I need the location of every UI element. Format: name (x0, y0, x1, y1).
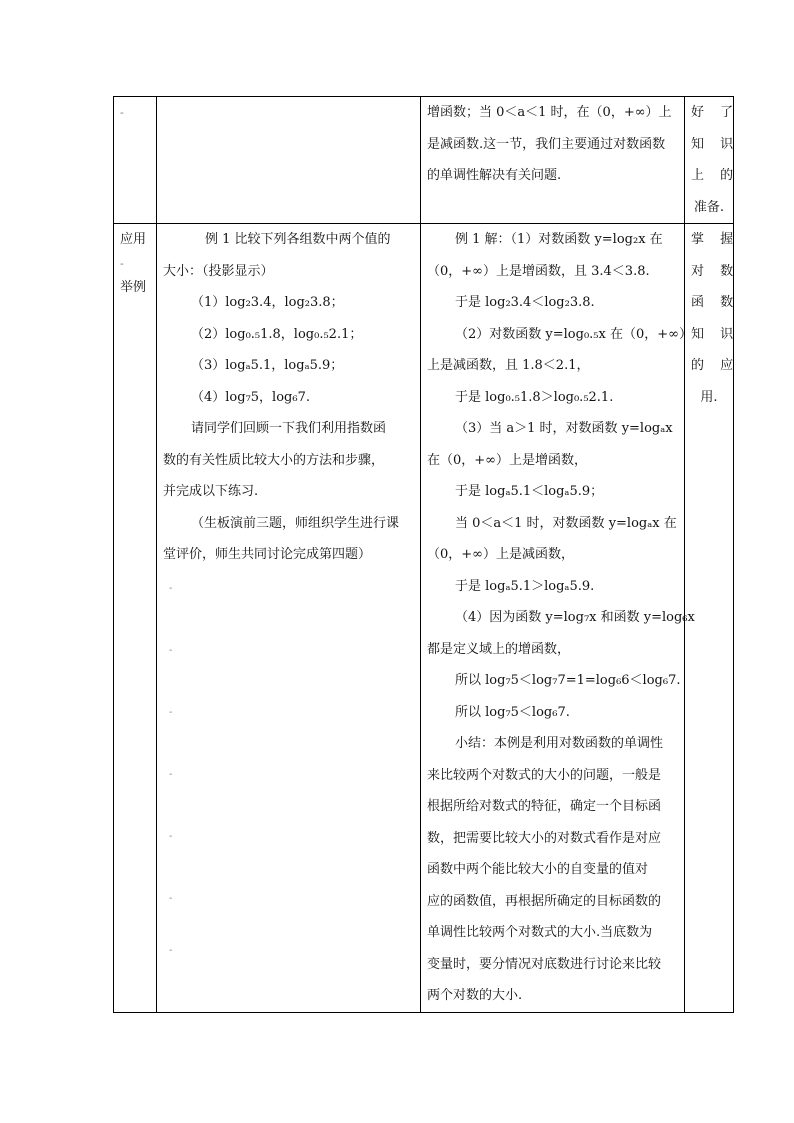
student-activity-cell (421, 97, 685, 224)
blank-line (163, 633, 414, 695)
text-line: （3）当 a＞1 时，对数函数 y=logₐx (455, 421, 673, 436)
lesson-plan-table (113, 96, 740, 1013)
blank-line (163, 695, 414, 757)
intent-line: 知 识 (691, 326, 740, 342)
exercise-item: （3）logₐ5.1，logₐ5.9； (191, 358, 344, 373)
intent-line: 好 了 (691, 105, 740, 120)
student-activity-cell (421, 224, 695, 1013)
summary-line: 小结：本例是利用对数函数的单调性 (455, 736, 664, 751)
intent-line: 用. (700, 389, 718, 405)
text-line: 大小：（投影显示） (163, 263, 274, 279)
text-line: 于是 logₐ5.1＞logₐ5.9. (455, 578, 595, 594)
stage-cell (114, 224, 157, 1013)
text-line: 当 0＜a＜1 时，对数函数 y=logₐx 在 (455, 515, 677, 531)
blank-mark: - (169, 706, 173, 718)
blank-line (163, 881, 414, 943)
summary-line: 两个对数的大小. (427, 988, 523, 1003)
text-line: （0，+∞）上是减函数， (427, 547, 574, 562)
text-line: 并完成以下练习. (163, 484, 259, 499)
text-line: 所以 log₇5＜log₇7=1=log₆6＜log₆7. (455, 673, 681, 688)
intent-line: 上 的 (691, 168, 740, 183)
design-intent-cell (685, 97, 740, 224)
table-row-application (114, 224, 734, 1013)
summary-line: 单调性比较两个对数式的大小.当底数为 (427, 925, 653, 940)
summary-line: 变量时，要分情况对底数进行讨论来比较 (427, 956, 662, 972)
blank-mark: - (169, 944, 173, 956)
solution-title: 例 1 解：（1）对数函数 y=log₂x 在 (455, 232, 663, 247)
text-line: （2）对数函数 y=log₀.₅x 在（0，+∞） (455, 326, 692, 342)
summary-line: 函数中两个能比较大小的自变量的值对 (427, 862, 649, 877)
blank-line (163, 819, 414, 881)
text-line: 上是减函数，且 1.8＜2.1， (427, 358, 590, 373)
text-line: 在（0，+∞）上是增函数， (427, 452, 587, 468)
stage-label: 应用 (120, 232, 147, 247)
text-line: （生板演前三题，师组织学生进行课 (191, 515, 400, 531)
intent-line: 对 数 (691, 263, 740, 279)
text-line: 数的有关性质比较大小的方法和步骤， (163, 452, 385, 468)
text-line: 堂评价，师生共同讨论完成第四题） (163, 547, 372, 562)
exercise-item: （1）log₂3.4，log₂3.8； (191, 295, 344, 310)
summary-line: 应的函数值，再根据所确定的目标函数的 (427, 893, 662, 909)
blank-mark: - (169, 892, 173, 904)
text-line: 增函数；当 0＜a＜1 时，在（0，+∞）上 (427, 105, 672, 120)
blank-mark: - (169, 582, 173, 594)
exercise-item: （4）log₇5，log₆7. (191, 389, 310, 405)
text-line: （0，+∞）上是增函数，且 3.4＜3.8. (427, 263, 650, 279)
stage-cell (114, 97, 157, 224)
text-line: 于是 logₐ5.1＜logₐ5.9； (455, 484, 604, 499)
summary-line: 数，把需要比较大小的对数式看作是对应 (427, 830, 662, 846)
text-line: 于是 log₀.₅1.8＞log₀.₅2.1. (455, 389, 614, 405)
text-line: 请同学们回顾一下我们利用指数函 (191, 421, 387, 436)
teacher-activity-cell (157, 97, 421, 224)
intent-line: 准备. (693, 199, 725, 215)
blank-line (163, 757, 414, 819)
stage-mark: - (120, 106, 124, 119)
blank-mark: - (169, 644, 173, 656)
text-line: 所以 log₇5＜log₆7. (455, 704, 570, 720)
blank-line (163, 571, 414, 633)
text-line: 于是 log₂3.4＜log₂3.8. (455, 295, 595, 310)
intent-line: 掌 握 (691, 232, 740, 247)
example-title: 例 1 比较下列各组数中两个值的 (205, 232, 391, 247)
exercise-item: （2）log₀.₅1.8，log₀.₅2.1； (191, 326, 363, 342)
text-line: 是减函数.这一节，我们主要通过对数函数 (427, 136, 666, 152)
text-line: 都是定义域上的增函数， (427, 641, 571, 657)
stage-mark: - (120, 256, 124, 270)
text-line: （4）因为函数 y=log₇x 和函数 y=log₆x (455, 610, 695, 625)
intent-line: 知 识 (691, 136, 740, 152)
teacher-activity-cell (157, 224, 421, 1013)
intent-line: 的 应 (691, 358, 740, 373)
summary-line: 根据所给对数式的特征，确定一个目标函 (427, 799, 662, 814)
blank-line (163, 943, 414, 967)
blank-mark: - (169, 768, 173, 780)
text-line: 的单调性解决有关问题. (427, 168, 562, 183)
table-row-continuation (114, 97, 734, 224)
summary-line: 来比较两个对数式的大小的问题，一般是 (427, 767, 662, 783)
stage-label: 举例 (120, 279, 147, 295)
blank-mark: - (169, 830, 173, 842)
intent-line: 函 数 (691, 295, 740, 310)
